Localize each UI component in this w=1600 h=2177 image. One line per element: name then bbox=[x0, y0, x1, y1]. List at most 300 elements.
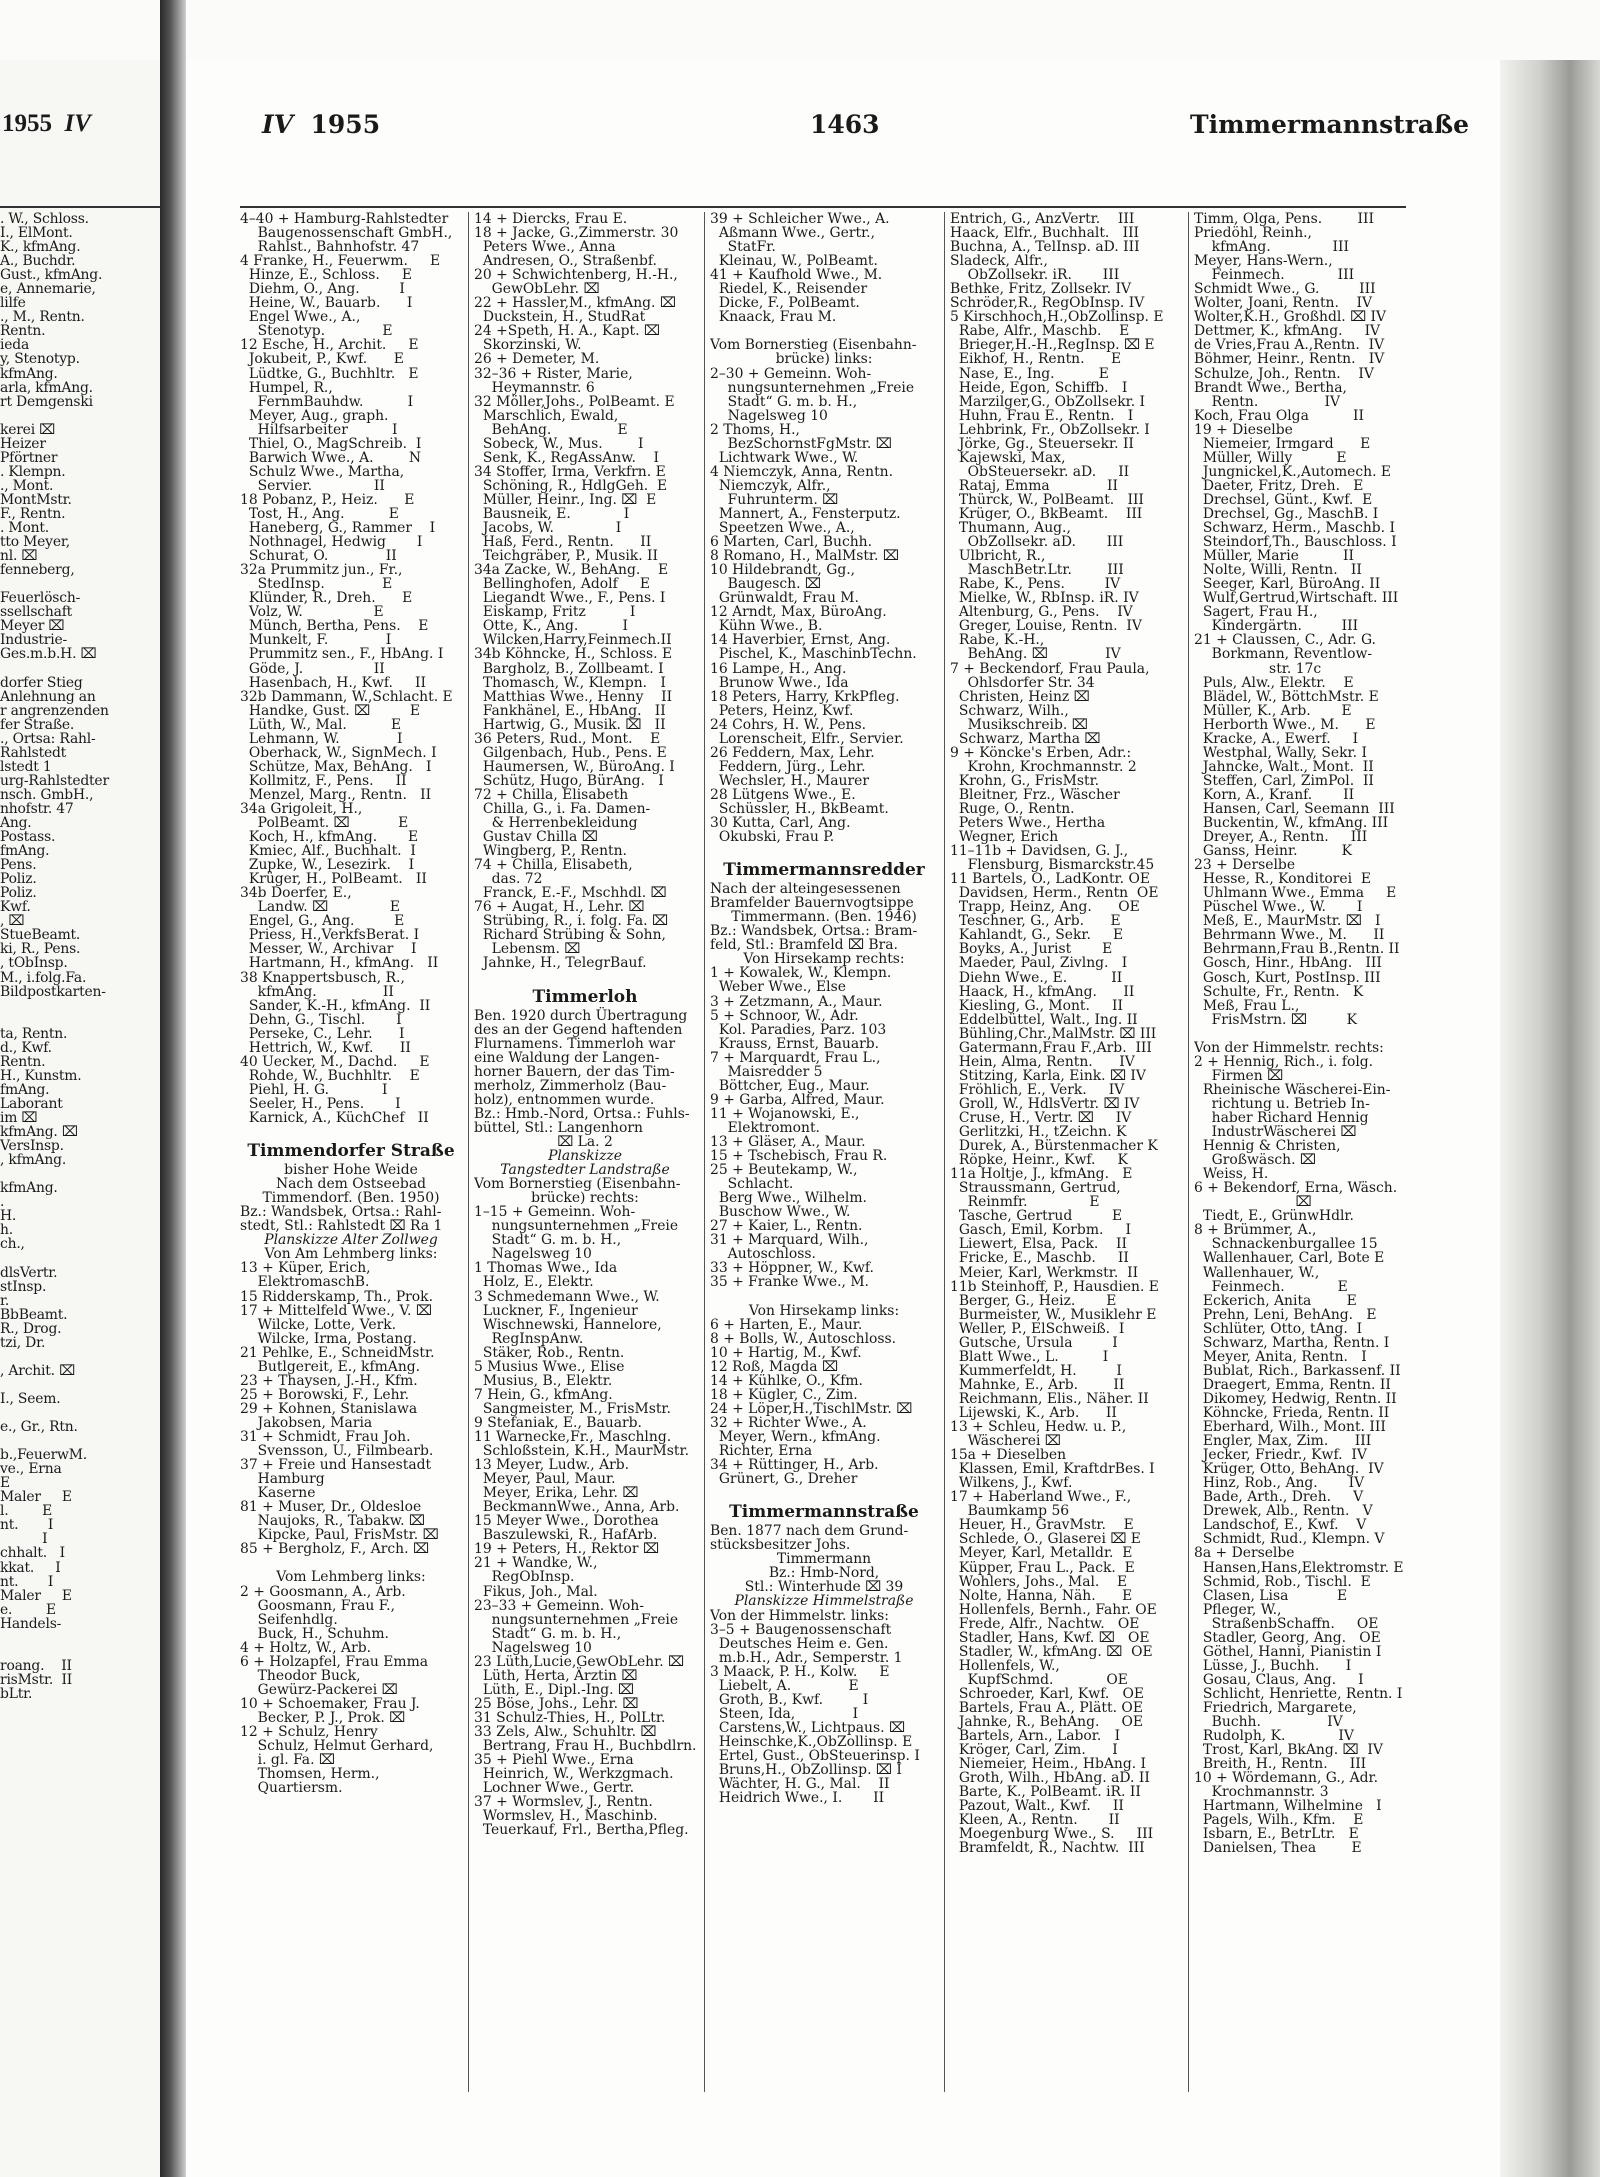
directory-entry-line: Vom Bornerstieg (Eisenbahn- bbox=[710, 337, 917, 354]
directory-entry-line: Bethke, Fritz, Zollsekr. IV bbox=[950, 281, 1132, 298]
directory-entry-line: kkat. I bbox=[0, 1559, 61, 1576]
directory-entry-line: Engler, Max, Zim. III bbox=[1194, 1433, 1372, 1450]
directory-entry-line: str. 17c bbox=[1194, 660, 1322, 677]
directory-entry-line bbox=[0, 1406, 158, 1420]
left-header-rule bbox=[0, 206, 160, 208]
directory-entry-line: 34 + Rüttinger, H., Arb. bbox=[710, 1457, 879, 1474]
directory-entry-line: r. bbox=[0, 1292, 10, 1309]
directory-entry-line: stInsp. bbox=[0, 1278, 47, 1295]
directory-entry-line: 31 Schulz-Thies, H., PolLtr. bbox=[474, 1709, 666, 1726]
directory-entry-line: Bleitner, Frz., Wäscher bbox=[950, 786, 1120, 803]
directory-entry-line: Schwarz, Martha ⌧ bbox=[950, 730, 1101, 747]
directory-entry-line: Brandt Wwe., Bertha, bbox=[1194, 379, 1347, 396]
directory-entry-line: Rudolph, K. IV bbox=[1194, 1728, 1354, 1745]
directory-entry-line: Lichtwark Wwe., W. bbox=[710, 449, 859, 466]
directory-entry-line bbox=[0, 662, 158, 676]
street-section-title: Timmendorfer Straße bbox=[247, 1141, 455, 1162]
directory-entry-line: Schütz, Hugo, BürAng. I bbox=[474, 772, 664, 789]
directory-entry-line: 3–5 + Baugenossenschaft bbox=[710, 1621, 892, 1638]
directory-entry-line: Rahlst., Bahnhofstr. 47 bbox=[240, 239, 420, 256]
directory-entry-line: Fuhrunterm. ⌧ bbox=[710, 491, 839, 508]
directory-entry-line: Meyer, Anita, Rentn. I bbox=[1194, 1348, 1367, 1365]
directory-entry-line: 11 Bartels, O., LadKontr. OE bbox=[950, 871, 1151, 888]
directory-entry-line: 24 + Löper,H.,TischlMstr. ⌧ bbox=[710, 1400, 913, 1417]
directory-entry-line: Stadler, Georg, Ang. OE bbox=[1194, 1629, 1381, 1646]
directory-entry-line bbox=[0, 1631, 158, 1645]
directory-entry-line: l. E bbox=[0, 1503, 53, 1520]
directory-entry-line: Bertrang, Frau H., Buchbdlrn. bbox=[474, 1738, 696, 1755]
directory-entry-line: Bellinghofen, Adolf E bbox=[474, 576, 650, 593]
directory-entry-line: Rentn. IV bbox=[1194, 393, 1340, 410]
directory-entry-line: Hollenfels, Bernh., Fahr. OE bbox=[950, 1601, 1157, 1618]
directory-entry-line: Teichgräber, P., Musik. II bbox=[474, 548, 659, 565]
directory-entry-line: 6 + Harten, E., Maur. bbox=[710, 1316, 863, 1333]
directory-entry-line: Theodor Buck, bbox=[240, 1667, 361, 1684]
directory-entry-line: Buchna, A., TelInsp. aD. III bbox=[950, 239, 1140, 256]
directory-entry-line: Hilfsarbeiter I bbox=[240, 421, 398, 438]
directory-entry-line: Seeger, Karl, BüroAng. II bbox=[1194, 576, 1381, 593]
directory-entry-line: Bühling,Chr.,MalMstr. ⌧ III bbox=[950, 1025, 1157, 1042]
directory-entry-line: Postass. bbox=[0, 829, 56, 846]
directory-entry-line: Nagelsweg 10 bbox=[474, 1639, 592, 1656]
directory-entry-line: Priess, H.,VerkfsBerat. I bbox=[240, 927, 420, 944]
directory-entry-line: 24 Cohrs, H. W., Pens. bbox=[710, 716, 867, 733]
directory-entry-line: 25 Böse, Johs., Lehr. ⌧ bbox=[474, 1695, 639, 1712]
directory-entry-line: Heine, W., Bauarb. I bbox=[240, 295, 413, 312]
directory-entry-line: Heinschke,K.,ObZollinsp. E bbox=[710, 1733, 913, 1750]
directory-entry-line: 34b Doerfer, E., bbox=[240, 885, 352, 902]
directory-entry-line: Bz.: Wandsbek, Ortsa.: Rahl- bbox=[240, 1204, 442, 1221]
directory-entry-line: Weber Wwe., Else bbox=[710, 979, 846, 996]
map-reference-note: Tangstedter Landstraße bbox=[500, 1162, 670, 1179]
directory-entry-line: Weller, P., ElSchweiß. I bbox=[950, 1320, 1125, 1337]
directory-entry-line: Niemeier, Irmgard E bbox=[1194, 435, 1371, 452]
directory-entry-line: GewObLehr. ⌧ bbox=[474, 281, 600, 298]
directory-entry-line: das. 72 bbox=[474, 871, 543, 888]
directory-entry-line: Wohlers, Johs., Mal. E bbox=[950, 1573, 1128, 1590]
directory-entry-line: 31 + Schmidt, Frau Joh. bbox=[240, 1428, 411, 1445]
directory-entry-line: 20 + Schwichtenberg, H.-H., bbox=[474, 267, 678, 284]
directory-entry-line: Müller, Heinr., Ing. ⌧ E bbox=[474, 491, 657, 508]
directory-entry-line: Goosmann, Frau F., bbox=[240, 1597, 396, 1614]
directory-entry-line: holz), entnommen wurde. bbox=[474, 1091, 655, 1108]
directory-entry-line: Bruns,H., ObZollinsp. ⌧ I bbox=[710, 1762, 902, 1779]
directory-entry-line: Drewek, Alb., Rentn. V bbox=[1194, 1503, 1373, 1520]
directory-entry-line: Pagels, Wilh., Kfm. E bbox=[1194, 1812, 1364, 1829]
directory-entry-line: Rheinische Wäscherei-Ein- bbox=[1194, 1081, 1391, 1098]
directory-entry-line: 13 + Gläser, A., Maur. bbox=[710, 1134, 866, 1150]
directory-entry-line: Meß, Frau L., bbox=[1194, 997, 1300, 1014]
directory-entry-line: Nolte, Willi, Rentn. II bbox=[1194, 562, 1362, 579]
directory-entry-line: Müller, K., Arb. E bbox=[1194, 702, 1352, 719]
directory-entry-line: 32–36 + Rister, Marie, bbox=[474, 365, 633, 382]
directory-entry-line: Schmidt, Rud., Klempn. V bbox=[1194, 1531, 1385, 1548]
directory-entry-line: Anlehnung an bbox=[0, 688, 96, 705]
directory-entry-line: Otte, K., Ang. I bbox=[474, 618, 628, 635]
directory-entry-line: Gasch, Emil, Korbm. I bbox=[950, 1222, 1131, 1239]
directory-entry-line: Kleinau, W., PolBeamt. bbox=[710, 253, 878, 270]
directory-entry-line: 23 + Derselbe bbox=[1194, 857, 1296, 874]
directory-entry-line: Pens. bbox=[0, 857, 37, 874]
directory-entry-line: Stadt“ G. m. b. H., bbox=[474, 1625, 622, 1642]
directory-entry-line: Wolter, Joani, Rentn. IV bbox=[1194, 295, 1373, 312]
directory-entry-line: 12 Roß, Magda ⌧ bbox=[710, 1358, 839, 1375]
directory-entry-line: 15a + Dieselben bbox=[950, 1447, 1067, 1464]
directory-entry-line: Davidsen, Herm., Rentn OE bbox=[950, 885, 1159, 902]
directory-entry-line: Eiskamp, Fritz I bbox=[474, 604, 636, 621]
directory-entry-line: Bade, Arth., Dreh. V bbox=[1194, 1489, 1364, 1506]
directory-entry-line: Seeler, H., Pens. I bbox=[240, 1095, 401, 1112]
directory-entry-line: Wilcken,Harry,Feinmech.II bbox=[474, 632, 672, 649]
left-fragment-column bbox=[0, 212, 158, 2152]
directory-entry-line bbox=[1194, 1027, 1408, 1041]
centered-note: Timmermann bbox=[776, 1551, 872, 1568]
directory-entry-line: Buckentin, W., kfmAng. III bbox=[1194, 815, 1389, 832]
directory-entry-line: Heidrich Wwe., I. II bbox=[710, 1790, 885, 1807]
directory-entry-line: Trapp, Heinz, Ang. OE bbox=[950, 899, 1140, 916]
directory-entry-line: Ulbricht, R., bbox=[950, 548, 1046, 565]
directory-entry-line: ssellschaft bbox=[0, 604, 73, 621]
directory-entry-line: Dikomey, Hedwig, Rentn. II bbox=[1194, 1390, 1397, 1407]
directory-entry-line: Senk, K., RegAssAnw. I bbox=[474, 449, 660, 466]
directory-entry-line: , ⌧ bbox=[0, 913, 25, 930]
directory-entry-line: Hartmann, H., kfmAng. II bbox=[240, 955, 439, 972]
directory-entry-line: 10 Hildebrandt, Gg., bbox=[710, 562, 856, 579]
directory-entry-line: 21 + Claussen, C., Adr. G. bbox=[1194, 632, 1376, 649]
directory-entry-line: Meyer, Wern., kfmAng. bbox=[710, 1428, 881, 1445]
directory-entry-line: 3 + Zetzmann, A., Maur. bbox=[710, 993, 883, 1010]
directory-entry-line: Poliz. bbox=[0, 885, 37, 902]
directory-entry-line: Gerlitzki, H., tZeichn. K bbox=[950, 1124, 1127, 1141]
directory-entry-line: Puls, Alw., Elektr. E bbox=[1194, 674, 1354, 691]
directory-entry-line: RegObInsp. bbox=[474, 1569, 575, 1586]
directory-entry-line: Gewürz-Packerei ⌧ bbox=[240, 1681, 398, 1698]
directory-entry-line: Teschner, G., Arb. E bbox=[950, 913, 1121, 930]
directory-entry-line: Schwarz, Martha, Rentn. I bbox=[1194, 1334, 1390, 1351]
directory-entry-line: kfmAng. ⌧ bbox=[0, 1124, 78, 1141]
directory-entry-line: Schurat, O. II bbox=[240, 548, 397, 565]
directory-entry-line: 40 Uecker, M., Dachd. E bbox=[240, 1053, 430, 1070]
directory-entry-line: 25 + Borowski, F., Lehr. bbox=[240, 1386, 410, 1403]
directory-entry-line: Wischnewski, Hannelore, bbox=[474, 1316, 662, 1333]
directory-entry-line: 23 Lüth,Lucie,GewObLehr. ⌧ bbox=[474, 1653, 685, 1670]
directory-entry-line: Eddelbüttel, Walt., Ing. II bbox=[950, 1011, 1138, 1028]
directory-entry-line: . W., Schloss. bbox=[0, 212, 89, 227]
directory-entry-line: Autoschloss. bbox=[710, 1246, 816, 1263]
map-reference-note: Planskizze Himmelstraße bbox=[734, 1593, 914, 1610]
directory-entry-line: Nagelsweg 10 bbox=[474, 1246, 592, 1263]
directory-entry-line: Danielsen, Thea E bbox=[1194, 1840, 1362, 1857]
directory-entry-line: BehAng. E bbox=[474, 421, 628, 438]
directory-entry-line: Feuerlösch- bbox=[0, 590, 81, 607]
directory-entry-line: Flensburg, Bismarckstr.45 bbox=[950, 857, 1155, 874]
directory-entry-line: 9 Stefaniak, E., Bauarb. bbox=[474, 1414, 642, 1431]
directory-entry-line: Blatt Wwe., L. I bbox=[950, 1348, 1109, 1365]
directory-entry-line: 8 + Bolls, W., Autoschloss. bbox=[710, 1330, 897, 1347]
directory-entry-line: 18 Pobanz, P., Heiz. E bbox=[240, 491, 415, 508]
directory-entry-line: Stadler, W., kfmAng. ⌧ OE bbox=[950, 1643, 1153, 1660]
directory-entry-line: K., kfmAng. bbox=[0, 239, 81, 256]
directory-entry-line: Koch, Frau Olga II bbox=[1194, 407, 1364, 424]
running-head-street: Timmermannstraße bbox=[1190, 110, 1469, 139]
directory-entry-line: Lorenscheit, Elfr., Servier. bbox=[710, 730, 904, 747]
directory-entry-line: . Mont. bbox=[0, 520, 49, 537]
directory-entry-line: Hamburg bbox=[240, 1471, 325, 1488]
directory-entry-line: Brieger,H.-H.,RegInsp. ⌧ E bbox=[950, 337, 1155, 354]
directory-entry-line: Liegandt Wwe., F., Pens. I bbox=[474, 590, 666, 607]
directory-entry-line: Berg Wwe., Wilhelm. bbox=[710, 1190, 867, 1207]
directory-entry-line: Behrmann,Frau B.,Rentn. II bbox=[1194, 941, 1400, 958]
directory-entry-line: Niemeier, Heim., HbAng. I bbox=[950, 1756, 1147, 1773]
directory-entry-line: Wolter,K.H., Großhdl. ⌧ IV bbox=[1194, 309, 1387, 326]
directory-entry-line: 12 + Schulz, Henry bbox=[240, 1723, 378, 1740]
directory-entry-line: 32a Prummitz jun., Fr., bbox=[240, 562, 403, 579]
directory-entry-line: Drechsel, Gg., MaschB. I bbox=[1194, 505, 1379, 522]
directory-entry-line: lstedt 1 bbox=[0, 758, 52, 775]
directory-entry-line: Von der Himmelstr. rechts: bbox=[1194, 1039, 1384, 1056]
directory-entry-line: Rabe, K.-H., bbox=[950, 632, 1045, 649]
directory-entry-line: 33 + Höppner, W., Kwf. bbox=[710, 1260, 874, 1277]
directory-entry-line: Krohn, G., FrisMstr. bbox=[950, 772, 1100, 789]
directory-entry-line: 19 + Dieselbe bbox=[1194, 421, 1293, 438]
directory-entry-line: Musikschreib. ⌧ bbox=[950, 716, 1088, 733]
directory-entry-line: Fröhlich, E., Verk. IV bbox=[950, 1081, 1125, 1098]
directory-entry-line: Lüth, W., Mal. E bbox=[240, 716, 402, 733]
directory-entry-line: Krüger, O., BkBeamt. III bbox=[950, 505, 1143, 522]
directory-entry-line: Zupke, W., Lesezirk. I bbox=[240, 857, 415, 874]
directory-entry-line: d., Kwf. bbox=[0, 1039, 52, 1056]
directory-entry-line: 11–11b + Davidsen, G. J., bbox=[950, 843, 1129, 860]
directory-column-3 bbox=[710, 212, 938, 2152]
directory-entry-line: 5 + Schnoor, W., Adr. bbox=[710, 1007, 859, 1024]
directory-entry-line: Fankhänel, E., HbAng. II bbox=[474, 702, 666, 719]
directory-entry-line: Heide, Egon, Schiffb. I bbox=[950, 379, 1128, 396]
directory-entry-line: haber Richard Hennig bbox=[1194, 1110, 1369, 1126]
directory-entry-line: 41 + Kaufhold Wwe., M. bbox=[710, 267, 883, 284]
directory-entry-line: Blädel, W., BöttchMstr. E bbox=[1194, 688, 1379, 705]
directory-entry-line: roang. II bbox=[0, 1657, 72, 1674]
directory-entry-line: nungsunternehmen „Freie bbox=[474, 1611, 679, 1628]
street-section-title: Timmermannsredder bbox=[723, 860, 925, 881]
column-separator bbox=[704, 212, 705, 2092]
directory-entry-line: 6 + Holzapfel, Frau Emma bbox=[240, 1653, 429, 1670]
directory-entry-line: Wäscherei ⌧ bbox=[950, 1433, 1061, 1450]
directory-entry-line: Hein, Alma, Rentn. IV bbox=[950, 1053, 1135, 1070]
directory-entry-line: Knaack, Frau M. bbox=[710, 309, 837, 326]
directory-entry-line: Bz.: Wandsbek, Ortsa.: Bram- bbox=[710, 923, 918, 940]
directory-entry-line: 33 Zels, Alw., Schuhltr. ⌧ bbox=[474, 1723, 657, 1740]
directory-entry-line: Lüth, Herta, Ärztin ⌧ bbox=[474, 1667, 638, 1684]
directory-entry-line: Gatermann,Frau F.,Arb. III bbox=[950, 1039, 1152, 1056]
directory-entry-line: Groth, Wilh., HbAng. aD. II bbox=[950, 1770, 1150, 1787]
directory-entry-line: Meyer, Hans-Wern., bbox=[1194, 253, 1333, 270]
directory-entry-line: 10 + Schoemaker, Frau J. bbox=[240, 1695, 420, 1712]
directory-entry-line: Haack, Elfr., Buchhalt. III bbox=[950, 225, 1140, 242]
directory-entry-line: Frede, Alfr., Nachtw. OE bbox=[950, 1615, 1140, 1632]
column-separator bbox=[468, 212, 469, 2092]
centered-note: Bz.: Hmb-Nord, bbox=[768, 1565, 880, 1582]
directory-entry-line: Klassen, Emil, KraftdrBes. I bbox=[950, 1461, 1155, 1478]
directory-entry-line: 13 + Schleu, Hedw. u. P., bbox=[950, 1419, 1127, 1436]
directory-entry-line: de Vries,Frau A.,Rentn. IV bbox=[1194, 337, 1385, 354]
directory-entry-line: Hartwig, G., Musik. ⌧ II bbox=[474, 716, 666, 733]
book-gutter bbox=[160, 0, 186, 2177]
directory-entry-line: Christen, Heinz ⌧ bbox=[950, 688, 1090, 705]
directory-entry-line: Kracke, A., Ewerf. I bbox=[1194, 730, 1359, 747]
page-number: 1463 bbox=[810, 110, 880, 139]
directory-entry-line: 15 Meyer Wwe., Dorothea bbox=[474, 1513, 659, 1530]
directory-entry-line: Buschow Wwe., W. bbox=[710, 1204, 851, 1221]
directory-entry-line bbox=[240, 1125, 462, 1139]
directory-entry-line: Servier. II bbox=[240, 477, 385, 494]
directory-entry-line: MaschBetr.Ltr. III bbox=[950, 562, 1124, 579]
directory-entry-line: Lijewski, K., Arb. II bbox=[950, 1404, 1117, 1421]
directory-entry-line: ElektromaschB. bbox=[240, 1274, 370, 1291]
directory-entry-line: Diehn Wwe., E. II bbox=[950, 969, 1123, 986]
directory-entry-line: nhofstr. 47 bbox=[0, 800, 74, 817]
directory-entry-line: 18 Peters, Harry, KrkPfleg. bbox=[710, 688, 900, 705]
directory-entry-line: Rahlstedt bbox=[0, 744, 67, 761]
directory-entry-line: Stäker, Rob., Rentn. bbox=[474, 1344, 625, 1361]
directory-entry-line: b.,FeuerwM. bbox=[0, 1447, 87, 1464]
directory-entry-line: 38 Knappertsbusch, R., bbox=[240, 969, 405, 986]
directory-entry-line bbox=[0, 1251, 158, 1265]
directory-entry-line: Jahnke, R., BehAng. OE bbox=[950, 1714, 1144, 1731]
directory-column-5 bbox=[1194, 212, 1408, 2152]
directory-entry-line: 9 + Köncke's Erben, Adr.: bbox=[950, 744, 1132, 761]
directory-entry-line: 18 + Jacke, G.,Zimmerstr. 30 bbox=[474, 225, 679, 242]
directory-entry-line: Bildpostkarten- bbox=[0, 983, 106, 1000]
directory-entry-line: Bargholz, B., Zollbeamt. I bbox=[474, 660, 664, 677]
centered-note: Von Hirsekamp links: bbox=[748, 1302, 900, 1319]
directory-entry-line: Riedel, K., Reisender bbox=[710, 281, 868, 298]
directory-entry-line: Wallenhauer, Carl, Bote E bbox=[1194, 1250, 1385, 1267]
directory-entry-line: r angrenzenden bbox=[0, 702, 109, 719]
directory-entry-line: 21 Pehlke, E., SchneidMstr. bbox=[240, 1344, 435, 1361]
directory-entry-line: VersInsp. bbox=[0, 1138, 64, 1155]
directory-entry-line: 15 Ridderskamp, Th., Prok. bbox=[240, 1288, 433, 1305]
directory-entry-line: stücksbesitzer Johs. bbox=[710, 1537, 851, 1554]
directory-entry-line: Göthel, Hanni, Pianistin I bbox=[1194, 1643, 1382, 1660]
directory-entry-line: Herborth Wwe., M. E bbox=[1194, 716, 1376, 733]
directory-entry-line: Buck, H., Schuhm. bbox=[240, 1625, 389, 1642]
directory-entry-line: Kühn Wwe., B. bbox=[710, 618, 823, 635]
directory-entry-line: kfmAng. II bbox=[240, 983, 394, 1000]
directory-entry-line: I., ElMont. bbox=[0, 225, 73, 242]
directory-entry-line: Meier, Karl, Werkmstr. II bbox=[950, 1264, 1139, 1281]
directory-entry-line: Feinmech. E bbox=[1194, 1278, 1348, 1295]
directory-entry-line: büttel, Stl.: Langenhorn bbox=[474, 1119, 643, 1136]
directory-entry-line: StedInsp. E bbox=[240, 576, 393, 593]
directory-entry-line: Friedrich, Margarete, bbox=[1194, 1699, 1357, 1716]
directory-entry-line: 7 + Marquardt, Frau L., bbox=[710, 1049, 881, 1066]
directory-entry-line: 35 + Piehl Wwe., Erna bbox=[474, 1752, 634, 1769]
directory-entry-line: Schulte, Fr., Rentn. K bbox=[1194, 983, 1364, 1000]
directory-entry-line: Altenburg, G., Pens. IV bbox=[950, 604, 1133, 621]
directory-entry-line: Breith, H., Rentn. III bbox=[1194, 1756, 1367, 1773]
directory-entry-line: Borkmann, Reventlow- bbox=[1194, 646, 1373, 663]
directory-entry-line: Müller, Marie II bbox=[1194, 548, 1354, 565]
directory-entry-line bbox=[0, 1013, 158, 1027]
street-section-title: Timmermannstraße bbox=[729, 1502, 919, 1523]
directory-entry-line: Cruse, H., Vertr. ⌧ IV bbox=[950, 1110, 1132, 1126]
directory-entry-line: Nolte, Hanna, Näh. E bbox=[950, 1587, 1133, 1604]
directory-entry-line: 11 Warnecke,Fr., Maschlng. bbox=[474, 1428, 672, 1445]
directory-entry-line: Dettmer, K., kfmAng. IV bbox=[1194, 323, 1381, 340]
directory-entry-line bbox=[710, 324, 938, 338]
directory-entry-line: 14 + Diercks, Frau E. bbox=[474, 212, 628, 227]
directory-entry-line: feld, Stl.: Bramfeld ⌧ Bra. bbox=[710, 937, 898, 954]
directory-entry-line: Bublat, Rich., Barkassenf. II bbox=[1194, 1362, 1401, 1379]
directory-entry-line: 37 + Freie und Hansestadt bbox=[240, 1457, 432, 1474]
directory-entry-line bbox=[0, 1645, 158, 1659]
directory-entry-line: Feinmech. III bbox=[1194, 267, 1355, 284]
directory-entry-line: 18 + Kügler, C., Zim. bbox=[710, 1386, 858, 1403]
directory-entry-line: Wingberg, P., Rentn. bbox=[474, 843, 627, 860]
centered-note: brücke) rechts: bbox=[531, 1190, 639, 1207]
directory-entry-line: Kajewski, Max, bbox=[950, 449, 1066, 466]
directory-entry-line: Boyks, A., Jurist E bbox=[950, 941, 1113, 958]
directory-entry-line: Daeter, Fritz, Dreh. E bbox=[1194, 477, 1364, 494]
directory-entry-line: ta, Rentn. bbox=[0, 1025, 68, 1042]
directory-entry-line: & Herrenbekleidung bbox=[474, 815, 638, 832]
centered-note: bisher Hohe Weide bbox=[284, 1162, 418, 1179]
directory-entry-line: . bbox=[0, 1194, 5, 1211]
directory-entry-line: 26 Feddern, Max, Lehr. bbox=[710, 744, 875, 761]
directory-entry-line: Maler E bbox=[0, 1587, 72, 1604]
directory-entry-line: 10 + Hartig, M., Kwf. bbox=[710, 1344, 862, 1361]
directory-entry-line: kerei ⌧ bbox=[0, 421, 55, 438]
directory-entry-line: Meyer ⌧ bbox=[0, 618, 65, 635]
directory-entry-line: Jahnke, H., TelegrBauf. bbox=[474, 955, 647, 972]
directory-entry-line: Laborant bbox=[0, 1095, 63, 1112]
directory-entry-line: Volz, W. E bbox=[240, 604, 384, 621]
directory-entry-line: Musius, B., Elektr. bbox=[474, 1372, 613, 1389]
directory-entry-line: Ges.m.b.H. ⌧ bbox=[0, 646, 97, 663]
directory-entry-line: Rataj, Emma II bbox=[950, 477, 1119, 494]
directory-entry-line: Behrmann Wwe., M. II bbox=[1194, 927, 1385, 944]
directory-entry-line: Kwf. bbox=[0, 899, 31, 916]
directory-entry-line: 8 + Brümmer, A., bbox=[1194, 1222, 1317, 1239]
directory-entry-line: Andresen, O., Straßenbf. bbox=[474, 253, 657, 270]
directory-entry-line: Richter, Erna bbox=[710, 1443, 813, 1460]
directory-entry-line: 4–40 + Hamburg-Rahlstedter bbox=[240, 212, 449, 227]
directory-entry-line: Hansen,Hans,Elektromstr. E bbox=[1194, 1559, 1404, 1576]
directory-entry-line: Lehbrink, Fr., ObZollsekr. I bbox=[950, 421, 1150, 438]
centered-note: Timmendorf. (Ben. 1950) bbox=[262, 1190, 440, 1207]
directory-entry-line: Prehn, Leni, BehAng. E bbox=[1194, 1306, 1377, 1323]
directory-entry-line: Rohde, W., Buchhltr. E bbox=[240, 1067, 420, 1084]
directory-entry-line bbox=[0, 1434, 158, 1448]
directory-entry-line: Schütze, Max, BehAng. I bbox=[240, 758, 432, 775]
directory-entry-line: Bartels, Frau A., Plätt. OE bbox=[950, 1699, 1143, 1716]
directory-entry-line: 1 + Kowalek, W., Klempn. bbox=[710, 965, 892, 982]
directory-entry-line: Jungnickel,K.,Automech. E bbox=[1194, 463, 1392, 480]
directory-entry-line: 11 + Wojanowski, E., bbox=[710, 1105, 860, 1122]
directory-entry-line: y, Stenotyp. bbox=[0, 351, 80, 368]
directory-entry-line: Timm, Olga, Pens. III bbox=[1194, 212, 1374, 227]
directory-entry-line: Weiss, H. bbox=[1194, 1166, 1269, 1183]
directory-entry-line: Gustav Chilla ⌧ bbox=[474, 829, 598, 846]
directory-entry-line: Schüssler, H., BkBeamt. bbox=[710, 800, 889, 817]
directory-entry-line: 12 Esche, H., Archit. E bbox=[240, 337, 419, 354]
directory-entry-line: Wechsler, H., Maurer bbox=[710, 772, 869, 789]
directory-entry-line: e. E bbox=[0, 1601, 56, 1618]
directory-entry-line: i. gl. Fa. ⌧ bbox=[240, 1752, 335, 1769]
directory-entry-line: IndustrWäscherei ⌧ bbox=[1194, 1124, 1357, 1141]
directory-entry-line: Flurnamens. Timmerloh war bbox=[474, 1035, 676, 1052]
directory-entry-line: Jacobs, W. I bbox=[474, 520, 622, 537]
